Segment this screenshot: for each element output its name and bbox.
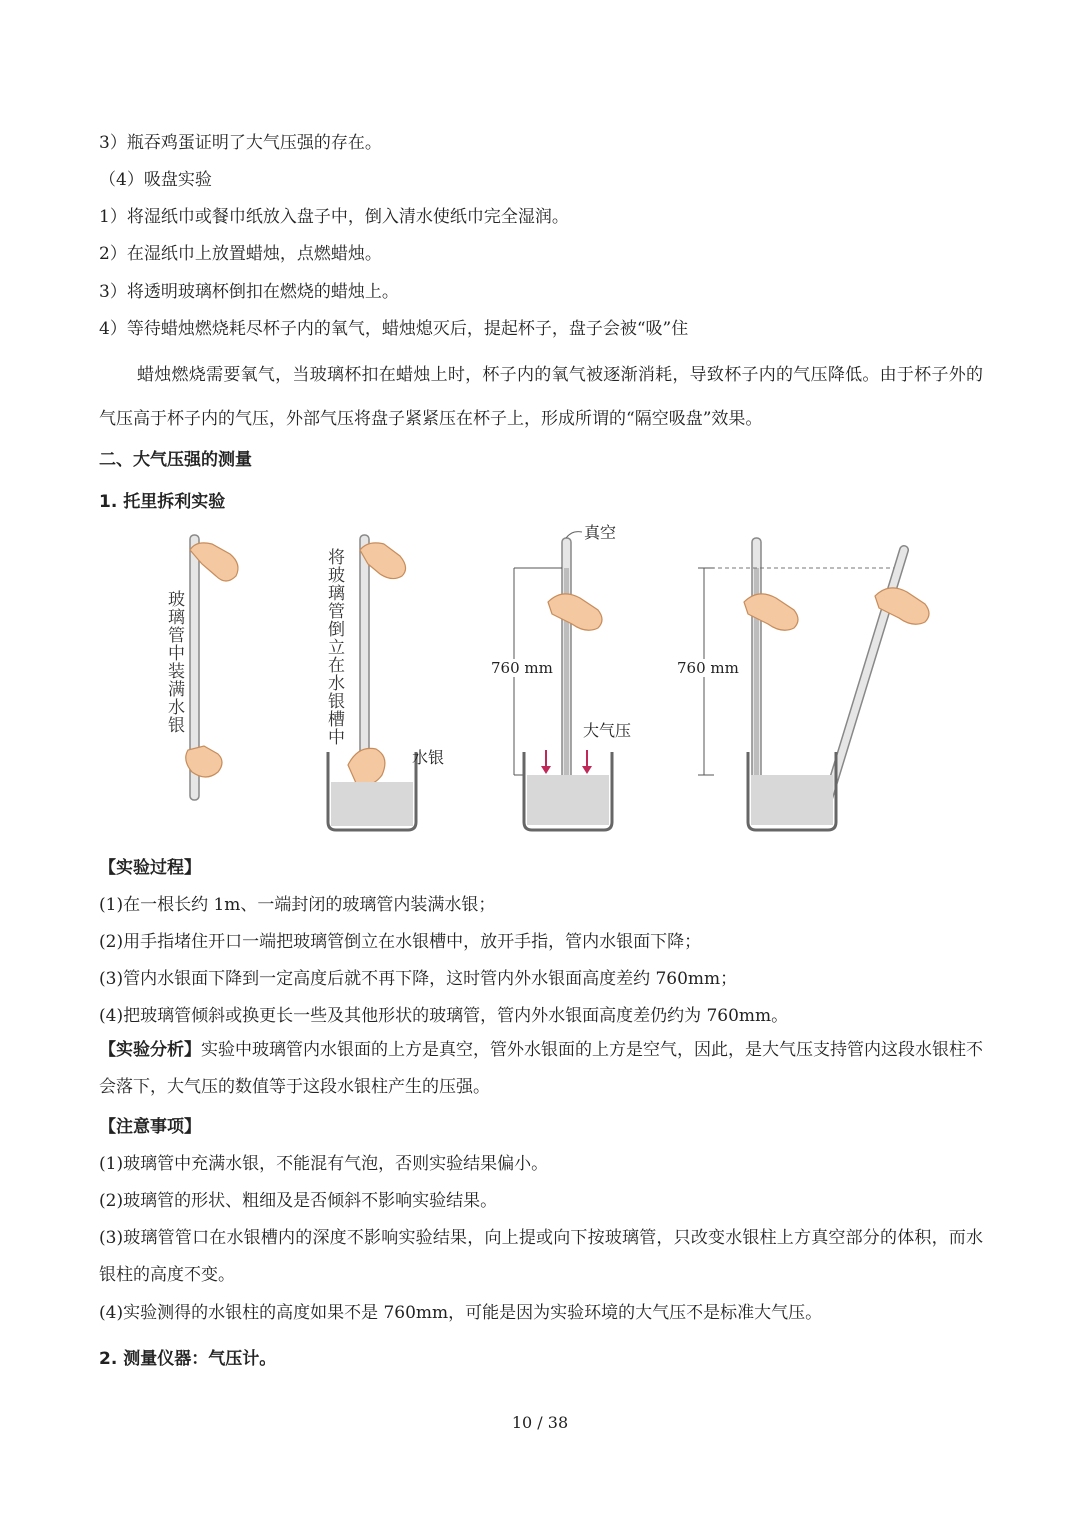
subsection-heading-instrument: 2. 测量仪器：气压计。 bbox=[99, 1349, 277, 1369]
text-line: 2）在湿纸巾上放置蜡烛，点燃蜡烛。 bbox=[99, 244, 382, 264]
panel-fill-tube bbox=[186, 535, 238, 800]
analysis-paragraph bbox=[99, 1032, 983, 1106]
label-760-mm-tilted: 760 mm bbox=[677, 659, 739, 677]
section-heading: 二、大气压强的测量 bbox=[99, 450, 252, 470]
process-item: (1)在一根长约 1m、一端封闭的玻璃管内装满水银； bbox=[99, 895, 496, 915]
text-line: 1）将湿纸巾或餐巾纸放入盘子中，倒入清水使纸巾完全湿润。 bbox=[99, 207, 569, 227]
process-item: (2)用手指堵住开口一端把玻璃管倒立在水银槽中，放开手指，管内水银面下降； bbox=[99, 932, 702, 952]
analysis-title: 【实验分析】 bbox=[99, 1040, 201, 1060]
label-atmospheric-pressure: 大气压 bbox=[583, 721, 632, 740]
page-number: 10 / 38 bbox=[511, 1413, 569, 1432]
notes-item: (3)玻璃管管口在水银槽内的深度不影响实验结果，向上提或向下按玻璃管，只改变水银柱上方真空部分的体积，而水银柱的高度不变。 bbox=[99, 1228, 983, 1285]
subsection-heading: 1. 托里拆利实验 bbox=[99, 492, 226, 512]
label-mercury: 水银 bbox=[412, 748, 445, 767]
label-vacuum: 真空 bbox=[584, 523, 617, 542]
text-line: 4）等待蜡烛燃烧耗尽杯子内的氧气，蜡烛熄灭后，提起杯子，盘子会被“吸”住 bbox=[99, 319, 689, 339]
process-item: (3)管内水银面下降到一定高度后就不再下降，这时管内外水银面高度差约 760mm； bbox=[99, 969, 738, 989]
label-invert-tube: 将玻璃管倒立在水银槽中 bbox=[324, 548, 344, 746]
subheading-suction: （4）吸盘实验 bbox=[99, 170, 212, 190]
notes-title: 【注意事项】 bbox=[99, 1117, 201, 1137]
notes-item: (1)玻璃管中充满水银，不能混有气泡，否则实验结果偏小。 bbox=[99, 1154, 549, 1174]
label-fill-tube: 玻璃管中装满水银 bbox=[164, 590, 184, 734]
text-line: 3）瓶吞鸡蛋证明了大气压强的存在。 bbox=[99, 133, 382, 153]
text-line: 3）将透明玻璃杯倒扣在燃烧的蜡烛上。 bbox=[99, 282, 399, 302]
process-title: 【实验过程】 bbox=[99, 858, 201, 878]
notes-item: (2)玻璃管的形状、粗细及是否倾斜不影响实验结果。 bbox=[99, 1191, 498, 1211]
process-item: (4)把玻璃管倾斜或换更长一些及其他形状的玻璃管，管内外水银面高度差仍约为 760mm。 bbox=[99, 1006, 789, 1026]
label-760-mm-straight: 760 mm bbox=[491, 659, 553, 677]
analysis-text: 实验中玻璃管内水银面的上方是真空，管外水银面的上方是空气，因此，是大气压支持管内这段水银柱不会落下，大气压的数值等于这段水银柱产生的压强。 bbox=[99, 1040, 983, 1097]
torricelli-diagram bbox=[140, 520, 940, 840]
torricelli-figure bbox=[140, 520, 940, 840]
panel-760-tilted bbox=[698, 538, 929, 830]
notes-item: (4)实验测得的水银柱的高度如果不是 760mm，可能是因为实验环境的大气压不是标准大气压。 bbox=[99, 1303, 823, 1323]
panel-760-straight bbox=[514, 532, 612, 830]
paragraph-explanation: 蜡烛燃烧需要氧气，当玻璃杯扣在蜡烛上时，杯子内的氧气被逐渐消耗，导致杯子内的气压降低。由于杯子外的气压高于杯子内的气压，外部气压将盘子紧紧压在杯子上，形成所谓的“隔空吸盘”效果。 bbox=[99, 365, 983, 429]
